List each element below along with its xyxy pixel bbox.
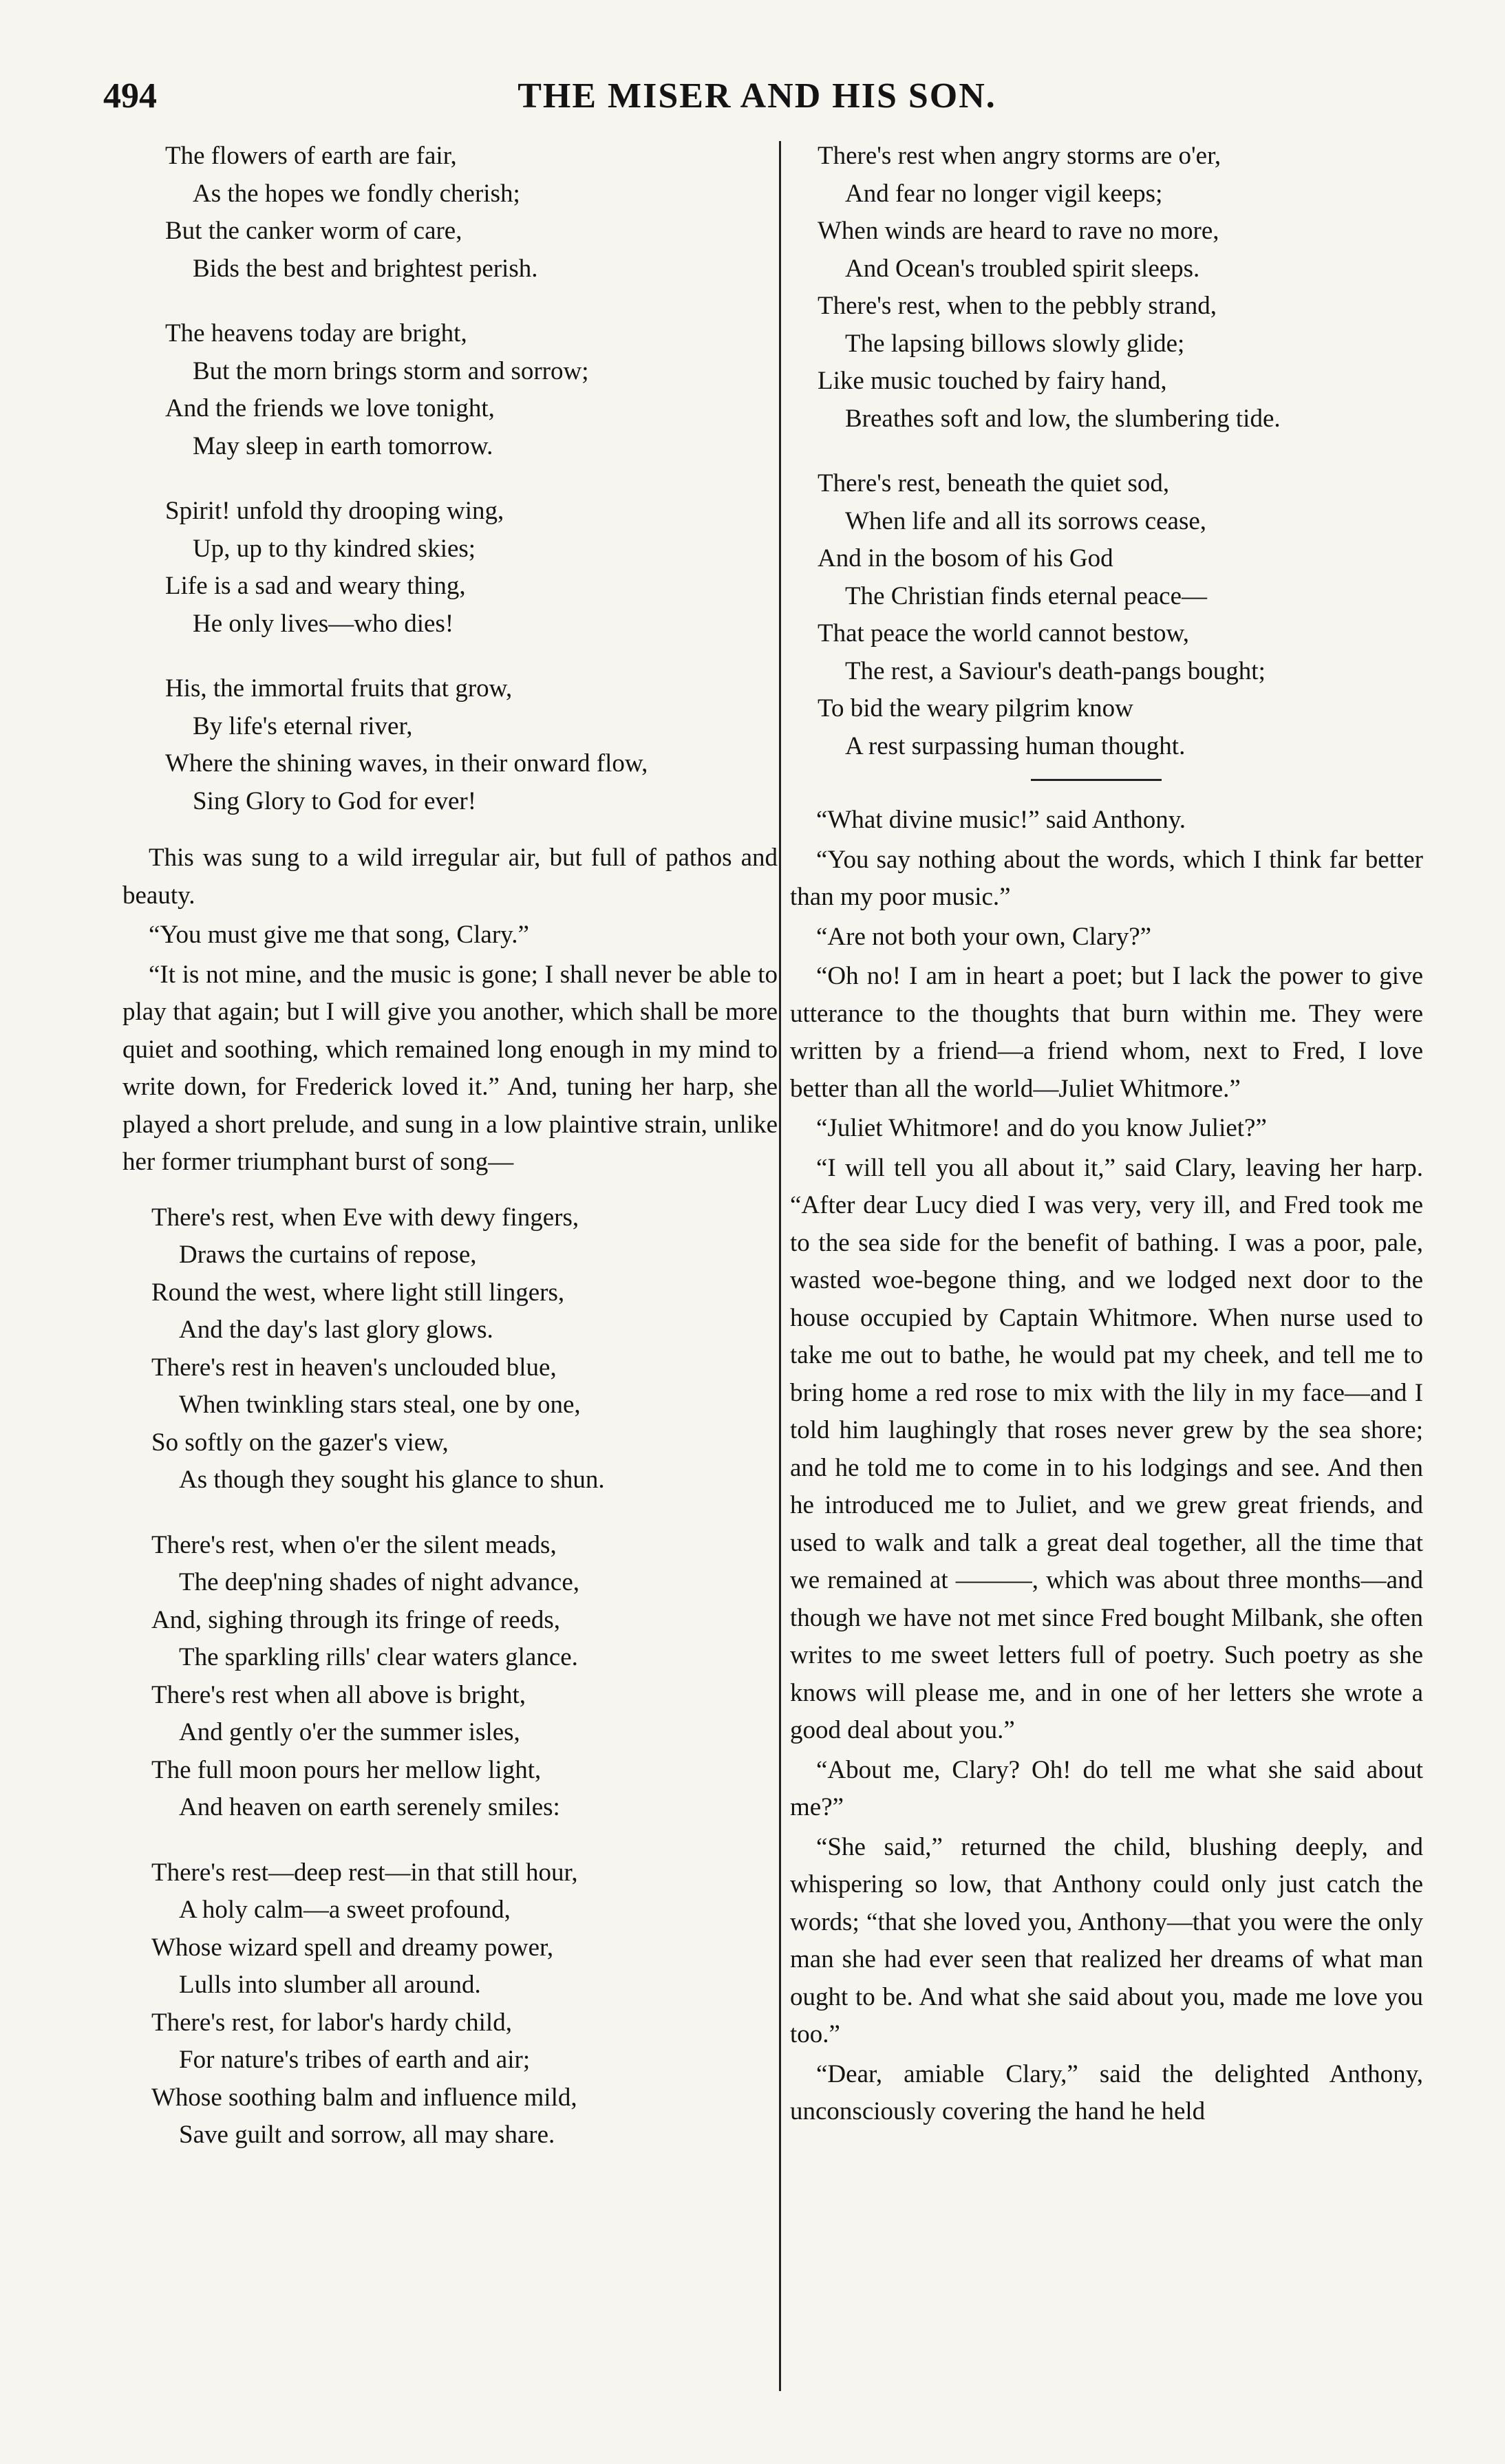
prose-block <box>122 839 778 1181</box>
song-stanza <box>818 138 1423 438</box>
song-line: There's rest, for labor's hardy child, <box>151 2008 512 2037</box>
song-line: That peace the world cannot bestow, <box>818 619 1190 647</box>
prose-paragraph: This was sung to a wild irregular air, but full of pathos and beauty. <box>122 844 778 910</box>
song-line: Whose soothing balm and influence mild, <box>151 2083 577 2112</box>
song-line: And heaven on earth serenely smiles: <box>179 1793 560 1821</box>
song-line: There's rest when all above is bright, <box>151 1680 526 1709</box>
song-line: The full moon pours her mellow light, <box>151 1755 542 1784</box>
poem-stanza <box>165 138 778 288</box>
song-line: There's rest, when to the pebbly strand, <box>818 292 1217 320</box>
song-line: And fear no longer vigil keeps; <box>845 179 1163 208</box>
poem-line: His, the immortal fruits that grow, <box>165 674 513 703</box>
song-line: Round the west, where light still lingers, <box>151 1278 565 1307</box>
song-line: A rest surpassing human thought. <box>845 731 1186 760</box>
poem-line: He only lives—who dies! <box>193 609 454 638</box>
column-divider <box>779 141 781 2391</box>
song-line: There's rest, when Eve with dewy fingers, <box>151 1203 579 1232</box>
song-stanza <box>151 1527 778 1827</box>
poem-line: By life's eternal river, <box>193 711 413 740</box>
prose-paragraph: “I will tell you all about it,” said Clary, leaving her harp. “After dear Lucy died I was very, very ill, and Fred took me to the sea side for the benefit of bathing. I was a poor, pale, wasted woe-begone thing, and we lodged next door to the house occupied by Captain Whitmore. When nurse used to take me out to bathe, he would pat my cheek, and tell me to bring home a red rose to mix with the lily in my face—and I told him laughingly that roses never grew by the sea shore; and he told me to come in to his lodgings and see. And then he introduced me to Juliet, and we grew great friends, and used to walk and talk a great deal together, all the time that we remained at ———, which was about three months—and though we have not met since Fred bought Milbank, she often writes to me sweet letters full of poetry. Such poetry as she knows will please me, and in one of her letters she wrote a good deal about you.” <box>790 1153 1423 1744</box>
song-line: Whose wizard spell and dreamy power, <box>151 1933 554 1962</box>
poem-line: Sing Glory to God for ever! <box>193 786 477 815</box>
left-column <box>122 138 778 2182</box>
song-line: The lapsing billows slowly glide; <box>845 329 1185 358</box>
song-line: There's rest in heaven's unclouded blue, <box>151 1353 557 1382</box>
song-line: And in the bosom of his God <box>818 544 1113 572</box>
poem-line: Up, up to thy kindred skies; <box>193 534 476 563</box>
prose-paragraph: “About me, Clary? Oh! do tell me what she said about me?” <box>790 1755 1423 1821</box>
poem-line: May sleep in earth tomorrow. <box>193 431 493 460</box>
song-line: For nature's tribes of earth and air; <box>179 2046 531 2074</box>
song-line: Lulls into slumber all around. <box>179 1971 481 1999</box>
poem-line: And the friends we love tonight, <box>165 394 495 422</box>
poem-line: The flowers of earth are fair, <box>165 142 457 170</box>
song-line: When life and all its sorrows cease, <box>845 506 1207 535</box>
song-line: The deep'ning shades of night advance, <box>179 1568 580 1596</box>
prose-block <box>790 802 1423 2131</box>
song-line: As though they sought his glance to shun. <box>179 1466 605 1494</box>
song-line: Save guilt and sorrow, all may share. <box>179 2121 555 2149</box>
poem-line: Spirit! unfold thy drooping wing, <box>165 497 504 525</box>
song-line: And Ocean's troubled spirit sleeps. <box>845 254 1200 283</box>
prose-paragraph: “Juliet Whitmore! and do you know Juliet?” <box>816 1114 1267 1142</box>
page-header <box>103 76 1411 138</box>
poem-stanza <box>165 493 778 643</box>
prose-paragraph: “She said,” returned the child, blushing deeply, and whispering so low, that Anthony could only just catch the words; “that she loved you, Anthony—that you were the only man she had ever seen that realized her dreams of what man ought to be. And what she said about you, made me love you too.” <box>790 1832 1423 2048</box>
song-line: Breathes soft and low, the slumbering tide. <box>845 404 1281 433</box>
section-rule <box>1031 779 1162 781</box>
poem-stanza <box>165 670 778 820</box>
song-line: So softly on the gazer's view, <box>151 1428 449 1457</box>
song-line: The rest, a Saviour's death-pangs bought; <box>845 656 1266 685</box>
poem-line: Life is a sad and weary thing, <box>165 572 466 600</box>
song-stanza <box>151 1199 778 1499</box>
song-block <box>151 1199 778 2154</box>
song-line: The Christian finds eternal peace— <box>845 581 1208 610</box>
right-column <box>790 138 1423 2133</box>
poem-line: As the hopes we fondly cherish; <box>193 179 520 208</box>
poem-line: Where the shining waves, in their onward flow, <box>165 749 648 778</box>
prose-paragraph: “You must give me that song, Clary.” <box>149 921 529 949</box>
song-line: Like music touched by fairy hand, <box>818 367 1167 395</box>
song-line: When twinkling stars steal, one by one, <box>179 1391 581 1419</box>
prose-paragraph: “What divine music!” said Anthony. <box>816 806 1186 834</box>
prose-paragraph: “Are not both your own, Clary?” <box>816 922 1152 951</box>
prose-paragraph: “Dear, amiable Clary,” said the delighted Anthony, unconsciously covering the hand he held <box>790 2059 1423 2125</box>
poem-line: But the morn brings storm and sorrow; <box>193 356 589 385</box>
prose-paragraph: “Oh no! I am in heart a poet; but I lack the power to give utterance to the thoughts that burn within me. They were written by a friend—a friend whom, next to Fred, I love better than all the world—Juliet Whitmore.” <box>790 962 1423 1103</box>
running-title: THE MISER AND HIS SON. <box>517 76 996 116</box>
song-line: Draws the curtains of repose, <box>179 1241 477 1269</box>
prose-paragraph: “You say nothing about the words, which I think far better than my poor music.” <box>790 845 1423 911</box>
poem-line: The heavens today are bright, <box>165 319 467 347</box>
song-line: There's rest—deep rest—in that still hour, <box>151 1858 578 1887</box>
song-line: And gently o'er the summer isles, <box>179 1718 520 1746</box>
song-line: And the day's last glory glows. <box>179 1316 493 1344</box>
poem-stanza <box>165 315 778 465</box>
song-line: There's rest when angry storms are o'er, <box>818 142 1221 170</box>
song-stanza <box>151 1854 778 2154</box>
song-line: The sparkling rills' clear waters glance. <box>179 1643 578 1671</box>
song-line: There's rest, beneath the quiet sod, <box>818 469 1170 497</box>
poem-line: But the canker worm of care, <box>165 217 462 245</box>
poem-line: Bids the best and brightest perish. <box>193 254 538 283</box>
page-number: 494 <box>103 76 157 116</box>
song-line: There's rest, when o'er the silent meads, <box>151 1530 557 1559</box>
song-line: And, sighing through its fringe of reeds, <box>151 1605 560 1634</box>
song-line: A holy calm—a sweet profound, <box>179 1896 511 1924</box>
song-stanza <box>818 465 1423 765</box>
song-line: When winds are heard to rave no more, <box>818 217 1219 245</box>
song-line: To bid the weary pilgrim know <box>818 694 1133 722</box>
prose-paragraph: “It is not mine, and the music is gone; I shall never be able to play that again; but I will give you another, which shall be more quiet and soothing, which remained long enough in my mind to write down, for Frederick loved it.” And, tuning her harp, she played a short prelude, and sung in a low plaintive strain, unlike her former triumphant burst of song— <box>122 960 778 1176</box>
